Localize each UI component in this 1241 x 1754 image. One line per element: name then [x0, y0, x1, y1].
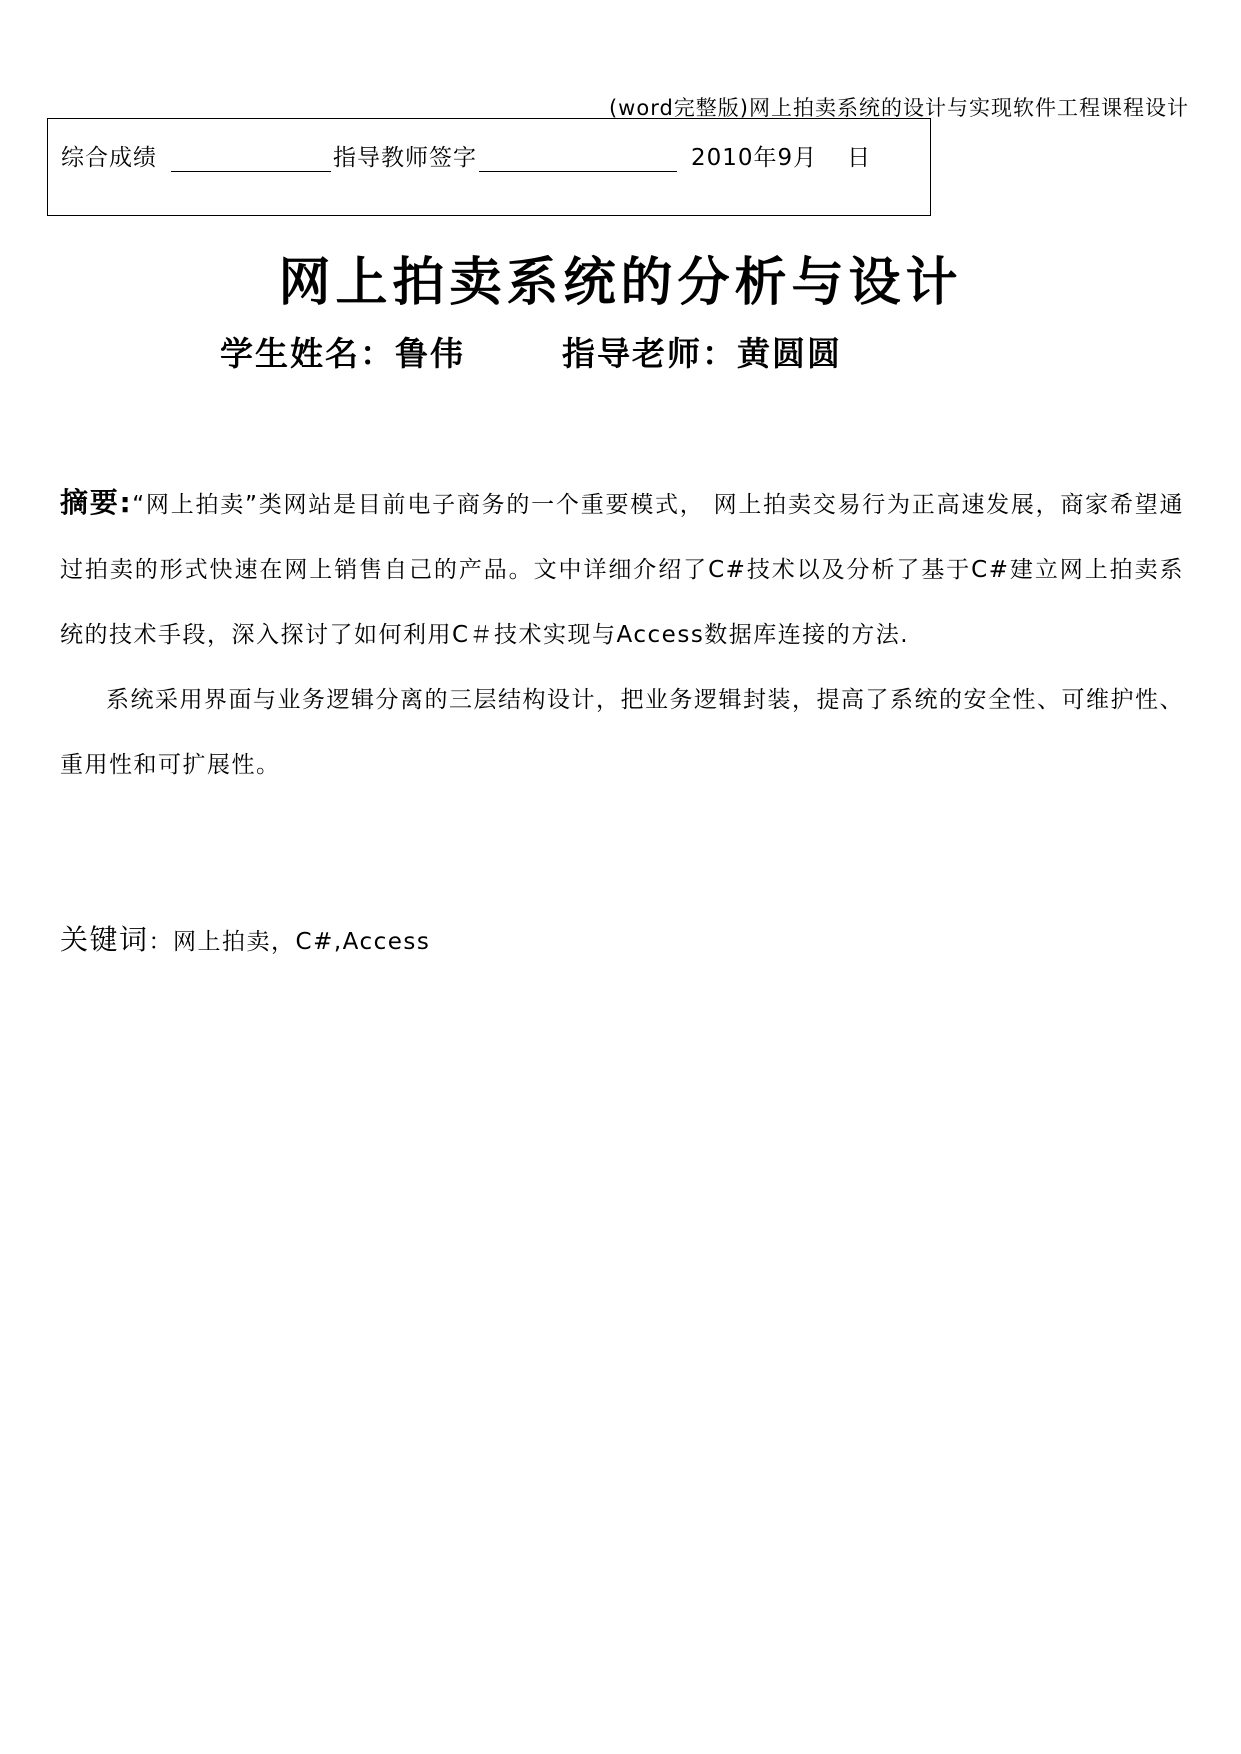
student-name: 学生姓名：鲁伟 — [220, 334, 465, 373]
grade-line — [61, 139, 871, 172]
abstract-label: 摘要: — [60, 486, 133, 519]
abstract-text-1: “网上拍卖”类网站是目前电子商务的一个重要模式， 网上拍卖交易行为正高速发展，商家希望通过拍卖的形式快速在网上销售自己的产品。文中详细介绍了C#技术以及分析了基于C#建立网上拍卖系统的技术手段，深入探讨了如何利用C＃技术实现与Access数据库连接的方法. — [60, 492, 1184, 648]
abstract — [60, 470, 1184, 798]
score-label: 综合成绩 — [61, 145, 157, 171]
keywords-label: 关键词 — [60, 923, 149, 956]
signature-label: 指导教师签字 — [333, 145, 477, 171]
running-header: (word完整版)网上拍卖系统的设计与实现软件工程课程设计 — [608, 96, 1189, 120]
signature-blank — [479, 145, 677, 172]
score-blank — [171, 145, 331, 172]
abstract-paragraph-2: 系统采用界面与业务逻辑分离的三层结构设计，把业务逻辑封装，提高了系统的安全性、可维护性、重用性和可扩展性。 — [60, 687, 1184, 778]
page-title: 网上拍卖系统的分析与设计 — [278, 252, 963, 313]
grade-box — [47, 118, 931, 216]
author-line — [220, 328, 842, 375]
keywords-text: ：网上拍卖，C#,Access — [148, 929, 431, 955]
abstract-paragraph-1 — [60, 470, 1184, 668]
date-text: 2010年9月 — [691, 145, 818, 171]
keywords — [60, 918, 430, 958]
day-label: 日 — [847, 145, 872, 171]
advisor-name: 指导老师：黄圆圆 — [562, 334, 842, 373]
